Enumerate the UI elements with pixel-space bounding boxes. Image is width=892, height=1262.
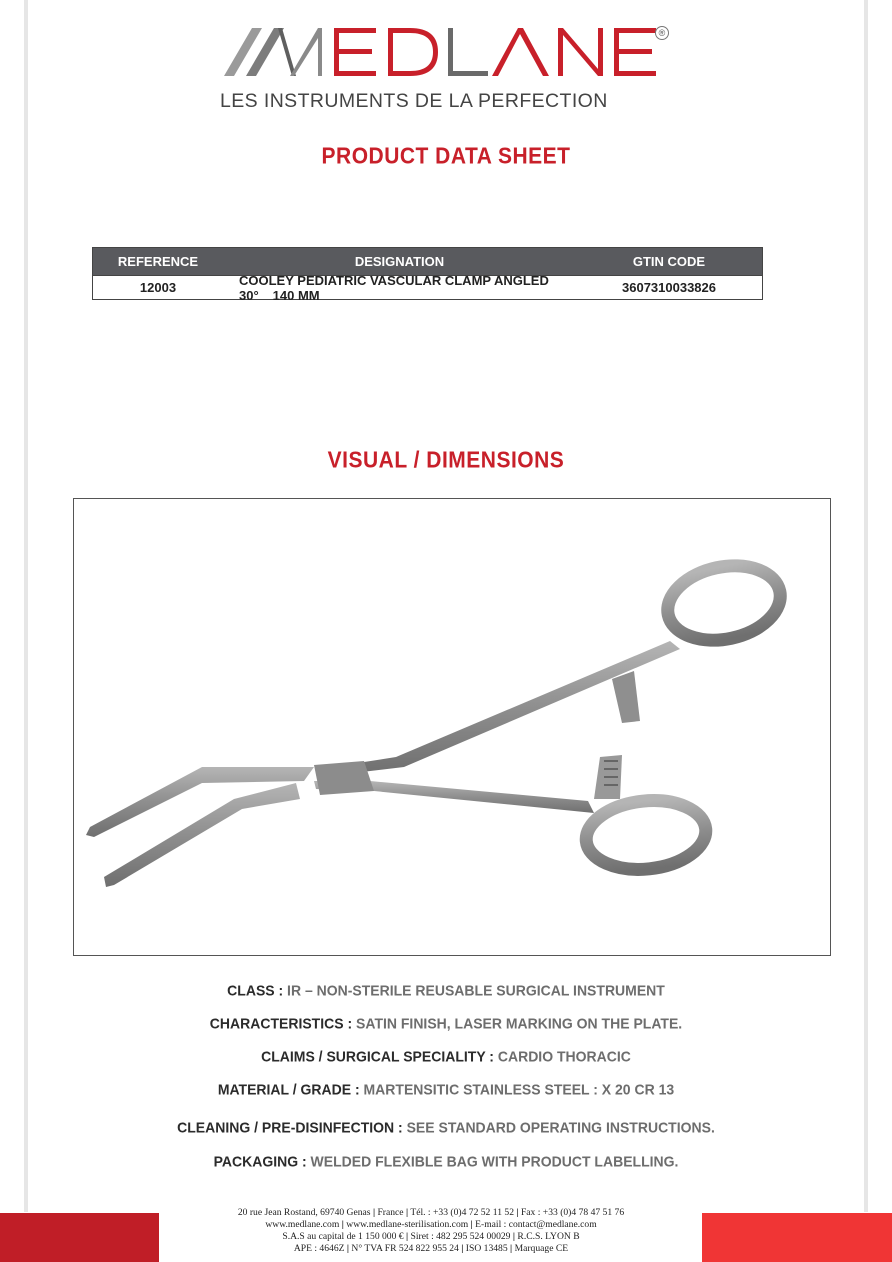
company-footer	[160, 1207, 702, 1255]
cell-reference: 12003	[139, 280, 177, 295]
spec-cleaning: CLEANING / PRE-DISINFECTION : SEE STANDARD OPERATING INSTRUCTIONS.	[177, 1118, 715, 1136]
table-header	[93, 248, 762, 275]
spec-characteristics: CHARACTERISTICS : SATIN FINISH, LASER MARKING ON THE PLATE.	[209, 1014, 683, 1032]
size-text: 140 MM	[272, 287, 320, 303]
footer-red-bar-left	[0, 1213, 159, 1262]
medlane-logo	[222, 22, 672, 84]
spec-material: MATERIAL / GRADE : MARTENSITIC STAINLESS STEEL : X 20 CR 13	[217, 1080, 675, 1098]
product-table	[92, 247, 763, 303]
vascular-clamp-illustration	[74, 499, 831, 956]
email-link[interactable]: E-mail : contact@medlane.com	[475, 1219, 597, 1230]
header-designation: DESIGNATION	[354, 254, 445, 269]
footer-red-bar-right	[702, 1213, 892, 1262]
registered-mark: ®	[655, 26, 669, 40]
spec-claims: CLAIMS / SURGICAL SPECIALITY : CARDIO THORACIC	[261, 1047, 631, 1065]
header-gtin: GTIN CODE	[632, 254, 706, 269]
spec-packaging: PACKAGING : WELDED FLEXIBLE BAG WITH PRODUCT LABELLING.	[213, 1152, 679, 1170]
footer-line-2: www.medlane.com | www.medlane-sterilisation.com | E-mail : contact@medlane.com	[265, 1219, 597, 1230]
brand-tagline: LES INSTRUMENTS DE LA PERFECTION	[220, 90, 608, 112]
spec-class: CLASS : IR – NON-STERILE REUSABLE SURGICAL INSTRUMENT	[227, 981, 665, 999]
designation-text: COOLEY PEDIATRIC VASCULAR CLAMP ANGLED 30°	[239, 272, 549, 303]
footer-line-4: APE : 4646Z | N° TVA FR 524 822 955 24 | ISO 13485 | Marquage CE	[293, 1243, 569, 1254]
cell-gtin: 3607310033826	[622, 280, 716, 295]
header-reference: REFERENCE	[117, 254, 199, 269]
sterilisation-website-link[interactable]: www.medlane-sterilisation.com	[346, 1219, 469, 1230]
product-image	[73, 498, 831, 956]
website-link[interactable]: www.medlane.com	[265, 1219, 340, 1230]
cell-designation	[223, 273, 576, 303]
visual-title: VISUAL / DIMENSIONS	[327, 448, 565, 473]
footer-line-1: 20 rue Jean Rostand, 69740 Genas | France | Tél. : +33 (0)4 72 52 11 52 | Fax : +33 (0)4 78 47 51 76	[237, 1207, 625, 1218]
footer-line-3: S.A.S au capital de 1 150 000 € | Siret : 482 295 524 00029 | R.C.S. LYON B	[282, 1231, 580, 1242]
sheet-title: PRODUCT DATA SHEET	[321, 144, 571, 169]
table-row	[93, 272, 762, 303]
